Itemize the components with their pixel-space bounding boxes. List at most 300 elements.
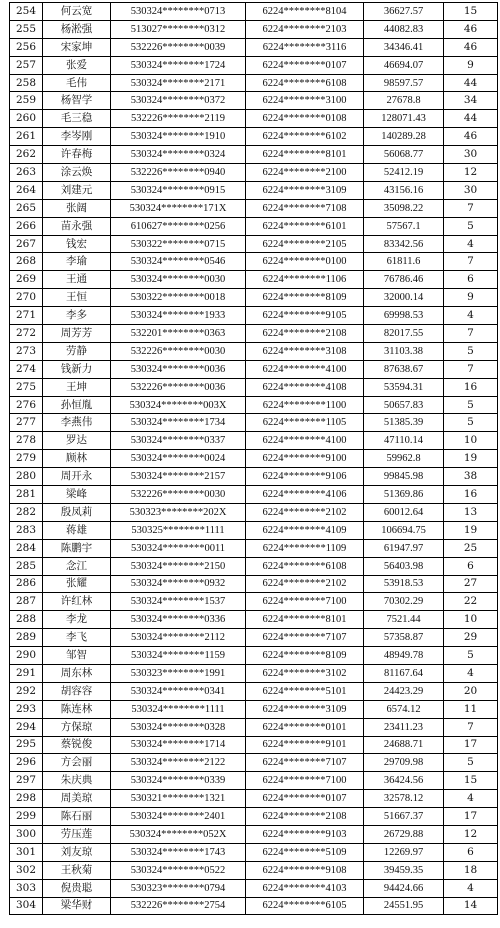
amount-cell: 82017.55 [364,325,444,343]
table-row [10,128,498,146]
id-number-cell: 530324********0030 [111,271,246,289]
amount-cell: 29709.98 [364,754,444,772]
amount-cell: 56403.98 [364,557,444,575]
table-row [10,647,498,665]
count-cell: 5 [444,754,498,772]
table-row [10,74,498,92]
row-number-cell: 304 [10,897,43,915]
bank-card-cell: 6224********0107 [246,790,364,808]
table-row [10,3,498,21]
table-row [10,396,498,414]
id-number-cell: 530324********052X [111,825,246,843]
name-cell: 涂云焕 [43,164,111,182]
name-cell: 王通 [43,271,111,289]
name-cell: 苗永强 [43,217,111,235]
bank-card-cell: 6224********1106 [246,271,364,289]
name-cell: 李多 [43,307,111,325]
bank-card-cell: 6224********4100 [246,432,364,450]
amount-cell: 50657.83 [364,396,444,414]
id-number-cell: 530324********2112 [111,629,246,647]
id-number-cell: 530324********1714 [111,736,246,754]
amount-cell: 69998.53 [364,307,444,325]
name-cell: 张阔 [43,199,111,217]
id-number-cell: 530324********0024 [111,450,246,468]
id-number-cell: 530322********0715 [111,235,246,253]
table-row [10,754,498,772]
amount-cell: 31103.38 [364,342,444,360]
id-number-cell: 513027********0312 [111,20,246,38]
count-cell: 10 [444,432,498,450]
count-cell: 17 [444,808,498,826]
id-number-cell: 530323********1991 [111,664,246,682]
id-number-cell: 530324********2157 [111,468,246,486]
id-number-cell: 530324********0328 [111,718,246,736]
amount-cell: 23411.23 [364,718,444,736]
bank-card-cell: 6224********8109 [246,289,364,307]
table-row [10,432,498,450]
row-number-cell: 295 [10,736,43,754]
row-number-cell: 296 [10,754,43,772]
count-cell: 6 [444,557,498,575]
count-cell: 34 [444,92,498,110]
id-number-cell: 530323********0794 [111,879,246,897]
bank-card-cell: 6224********6105 [246,897,364,915]
table-row [10,110,498,128]
name-cell: 周开永 [43,468,111,486]
id-number-cell: 530325********1111 [111,521,246,539]
name-cell: 李飞 [43,629,111,647]
table-row [10,897,498,915]
amount-cell: 61811.6 [364,253,444,271]
row-number-cell: 275 [10,378,43,396]
amount-cell: 36424.56 [364,772,444,790]
name-cell: 宋家坤 [43,38,111,56]
table-row [10,700,498,718]
amount-cell: 44082.83 [364,20,444,38]
id-number-cell: 530324********0915 [111,181,246,199]
bank-card-cell: 6224********8109 [246,647,364,665]
count-cell: 29 [444,629,498,647]
bank-card-cell: 6224********8104 [246,3,364,21]
bank-card-cell: 6224********3102 [246,664,364,682]
count-cell: 5 [444,396,498,414]
id-number-cell: 530324********0713 [111,3,246,21]
row-number-cell: 264 [10,181,43,199]
row-number-cell: 257 [10,56,43,74]
bank-card-cell: 6224********6108 [246,557,364,575]
bank-card-cell: 6224********9108 [246,861,364,879]
count-cell: 5 [444,342,498,360]
table-row [10,843,498,861]
count-cell: 25 [444,539,498,557]
table-row [10,664,498,682]
count-cell: 4 [444,307,498,325]
row-number-cell: 271 [10,307,43,325]
row-number-cell: 269 [10,271,43,289]
count-cell: 6 [444,843,498,861]
table-row [10,342,498,360]
name-cell: 李岑刚 [43,128,111,146]
row-number-cell: 260 [10,110,43,128]
name-cell: 顾林 [43,450,111,468]
amount-cell: 48949.78 [364,647,444,665]
name-cell: 张爱 [43,56,111,74]
name-cell: 李瑜 [43,253,111,271]
id-number-cell: 530324********0337 [111,432,246,450]
row-number-cell: 261 [10,128,43,146]
row-number-cell: 287 [10,593,43,611]
id-number-cell: 530324********1743 [111,843,246,861]
row-number-cell: 278 [10,432,43,450]
row-number-cell: 294 [10,718,43,736]
count-cell: 38 [444,468,498,486]
id-number-cell: 530324********1933 [111,307,246,325]
row-number-cell: 273 [10,342,43,360]
amount-cell: 47110.14 [364,432,444,450]
name-cell: 许红林 [43,593,111,611]
name-cell: 胡容容 [43,682,111,700]
bank-card-cell: 6224********7100 [246,593,364,611]
bank-card-cell: 6224********2102 [246,575,364,593]
amount-cell: 43156.16 [364,181,444,199]
count-cell: 18 [444,861,498,879]
row-number-cell: 293 [10,700,43,718]
name-cell: 罗达 [43,432,111,450]
count-cell: 4 [444,235,498,253]
table-row [10,539,498,557]
bank-card-cell: 6224********2103 [246,20,364,38]
amount-cell: 128071.43 [364,110,444,128]
id-number-cell: 530324********0932 [111,575,246,593]
row-number-cell: 290 [10,647,43,665]
id-number-cell: 532226********2754 [111,897,246,915]
id-number-cell: 530324********0324 [111,146,246,164]
amount-cell: 39459.35 [364,861,444,879]
bank-card-cell: 6224********4108 [246,378,364,396]
amount-cell: 70302.29 [364,593,444,611]
row-number-cell: 254 [10,3,43,21]
id-number-cell: 532201********0363 [111,325,246,343]
id-number-cell: 530324********0372 [111,92,246,110]
row-number-cell: 286 [10,575,43,593]
bank-card-cell: 6224********5109 [246,843,364,861]
row-number-cell: 259 [10,92,43,110]
row-number-cell: 276 [10,396,43,414]
count-cell: 30 [444,181,498,199]
count-cell: 7 [444,325,498,343]
table-row [10,325,498,343]
count-cell: 7 [444,718,498,736]
table-row [10,825,498,843]
bank-card-cell: 6224********2105 [246,235,364,253]
id-number-cell: 530324********1734 [111,414,246,432]
amount-cell: 6574.12 [364,700,444,718]
bank-card-cell: 6224********7107 [246,754,364,772]
row-number-cell: 292 [10,682,43,700]
amount-cell: 24423.29 [364,682,444,700]
table-row [10,521,498,539]
name-cell: 孙恒胤 [43,396,111,414]
amount-cell: 51667.37 [364,808,444,826]
bank-card-cell: 6224********2108 [246,808,364,826]
row-number-cell: 284 [10,539,43,557]
name-cell: 方会丽 [43,754,111,772]
table-row [10,468,498,486]
count-cell: 7 [444,360,498,378]
id-number-cell: 530324********2150 [111,557,246,575]
table-row [10,575,498,593]
table-row [10,486,498,504]
table-row [10,772,498,790]
id-number-cell: 530324********171X [111,199,246,217]
row-number-cell: 268 [10,253,43,271]
id-number-cell: 530324********0036 [111,360,246,378]
row-number-cell: 262 [10,146,43,164]
name-cell: 李龙 [43,611,111,629]
amount-cell: 87638.67 [364,360,444,378]
name-cell: 劳压莲 [43,825,111,843]
count-cell: 46 [444,128,498,146]
amount-cell: 76786.46 [364,271,444,289]
table-row [10,56,498,74]
table-row [10,861,498,879]
name-cell: 王秋菊 [43,861,111,879]
name-cell: 张耀 [43,575,111,593]
bank-card-cell: 6224********3100 [246,92,364,110]
bank-card-cell: 6224********2102 [246,503,364,521]
count-cell: 10 [444,611,498,629]
row-number-cell: 265 [10,199,43,217]
name-cell: 蔡锐俊 [43,736,111,754]
count-cell: 20 [444,682,498,700]
amount-cell: 24688.71 [364,736,444,754]
bank-card-cell: 6224********0101 [246,718,364,736]
name-cell: 刘建元 [43,181,111,199]
row-number-cell: 255 [10,20,43,38]
count-cell: 14 [444,897,498,915]
amount-cell: 99845.98 [364,468,444,486]
bank-card-cell: 6224********2100 [246,164,364,182]
row-number-cell: 279 [10,450,43,468]
table-row [10,20,498,38]
name-cell: 倪贵聪 [43,879,111,897]
count-cell: 44 [444,110,498,128]
bank-card-cell: 6224********4103 [246,879,364,897]
name-cell: 王坤 [43,378,111,396]
id-number-cell: 530321********1321 [111,790,246,808]
count-cell: 11 [444,700,498,718]
count-cell: 19 [444,521,498,539]
count-cell: 13 [444,503,498,521]
bank-card-cell: 6224********6101 [246,217,364,235]
count-cell: 7 [444,199,498,217]
amount-cell: 56068.77 [364,146,444,164]
row-number-cell: 272 [10,325,43,343]
row-number-cell: 274 [10,360,43,378]
name-cell: 殷凤莉 [43,503,111,521]
name-cell: 何云宽 [43,3,111,21]
amount-cell: 35098.22 [364,199,444,217]
amount-cell: 53918.53 [364,575,444,593]
amount-cell: 46694.07 [364,56,444,74]
id-number-cell: 532226********0030 [111,486,246,504]
row-number-cell: 288 [10,611,43,629]
id-number-cell: 530324********0341 [111,682,246,700]
name-cell: 方保琼 [43,718,111,736]
name-cell: 邹智 [43,647,111,665]
id-number-cell: 530323********202X [111,503,246,521]
row-number-cell: 297 [10,772,43,790]
bank-card-cell: 6224********8101 [246,146,364,164]
name-cell: 刘友琼 [43,843,111,861]
amount-cell: 52412.19 [364,164,444,182]
count-cell: 6 [444,271,498,289]
name-cell: 梁华财 [43,897,111,915]
bank-card-cell: 6224********7108 [246,199,364,217]
count-cell: 16 [444,378,498,396]
table-row [10,360,498,378]
table-row [10,181,498,199]
bank-card-cell: 6224********5101 [246,682,364,700]
count-cell: 16 [444,486,498,504]
name-cell: 蒋雄 [43,521,111,539]
row-number-cell: 291 [10,664,43,682]
bank-card-cell: 6224********4106 [246,486,364,504]
amount-cell: 51369.86 [364,486,444,504]
id-number-cell: 530324********0546 [111,253,246,271]
table-row [10,164,498,182]
amount-cell: 57358.87 [364,629,444,647]
bank-card-cell: 6224********9103 [246,825,364,843]
row-number-cell: 289 [10,629,43,647]
table-row [10,92,498,110]
table-row [10,611,498,629]
table-row [10,235,498,253]
id-number-cell: 532226********0036 [111,378,246,396]
name-cell: 钱宏 [43,235,111,253]
table-row [10,378,498,396]
row-number-cell: 302 [10,861,43,879]
count-cell: 46 [444,20,498,38]
bank-card-cell: 6224********0107 [246,56,364,74]
row-number-cell: 283 [10,521,43,539]
amount-cell: 32000.14 [364,289,444,307]
id-number-cell: 530324********0011 [111,539,246,557]
bank-card-cell: 6224********8101 [246,611,364,629]
count-cell: 15 [444,772,498,790]
row-number-cell: 263 [10,164,43,182]
table-row [10,289,498,307]
name-cell: 周东林 [43,664,111,682]
amount-cell: 61947.97 [364,539,444,557]
amount-cell: 26729.88 [364,825,444,843]
bank-card-cell: 6224********3109 [246,700,364,718]
bank-card-cell: 6224********4100 [246,360,364,378]
name-cell: 许春梅 [43,146,111,164]
table-row [10,879,498,897]
id-number-cell: 530324********1537 [111,593,246,611]
amount-cell: 51385.39 [364,414,444,432]
id-number-cell: 530324********1910 [111,128,246,146]
amount-cell: 60012.64 [364,503,444,521]
id-number-cell: 532226********0039 [111,38,246,56]
amount-cell: 32578.12 [364,790,444,808]
id-number-cell: 530324********2401 [111,808,246,826]
name-cell: 李燕伟 [43,414,111,432]
row-number-cell: 267 [10,235,43,253]
row-number-cell: 277 [10,414,43,432]
row-number-cell: 281 [10,486,43,504]
row-number-cell: 298 [10,790,43,808]
name-cell: 周美琼 [43,790,111,808]
bank-card-cell: 6224********0108 [246,110,364,128]
count-cell: 30 [444,146,498,164]
amount-cell: 94424.66 [364,879,444,897]
count-cell: 12 [444,825,498,843]
count-cell: 5 [444,414,498,432]
table-row [10,682,498,700]
amount-cell: 24551.95 [364,897,444,915]
count-cell: 27 [444,575,498,593]
amount-cell: 27678.8 [364,92,444,110]
table-row [10,271,498,289]
data-table [9,2,498,915]
amount-cell: 34346.41 [364,38,444,56]
count-cell: 15 [444,3,498,21]
id-number-cell: 532226********0940 [111,164,246,182]
count-cell: 9 [444,289,498,307]
row-number-cell: 282 [10,503,43,521]
amount-cell: 7521.44 [364,611,444,629]
table-row [10,557,498,575]
bank-card-cell: 6224********0100 [246,253,364,271]
name-cell: 毛三稳 [43,110,111,128]
table-row [10,629,498,647]
row-number-cell: 266 [10,217,43,235]
row-number-cell: 299 [10,808,43,826]
id-number-cell: 530324********1159 [111,647,246,665]
name-cell: 周芳芳 [43,325,111,343]
id-number-cell: 530324********0339 [111,772,246,790]
id-number-cell: 610627********0256 [111,217,246,235]
bank-card-cell: 6224********2108 [246,325,364,343]
count-cell: 12 [444,164,498,182]
amount-cell: 59962.8 [364,450,444,468]
count-cell: 9 [444,56,498,74]
table-row [10,307,498,325]
count-cell: 5 [444,217,498,235]
name-cell: 朱庆典 [43,772,111,790]
count-cell: 4 [444,879,498,897]
id-number-cell: 530324********0336 [111,611,246,629]
name-cell: 杨淞强 [43,20,111,38]
row-number-cell: 301 [10,843,43,861]
amount-cell: 106694.75 [364,521,444,539]
bank-card-cell: 6224********4109 [246,521,364,539]
count-cell: 44 [444,74,498,92]
id-number-cell: 530324********003X [111,396,246,414]
table-row [10,146,498,164]
id-number-cell: 530324********2171 [111,74,246,92]
name-cell: 梁峰 [43,486,111,504]
name-cell: 王恒 [43,289,111,307]
bank-card-cell: 6224********7100 [246,772,364,790]
name-cell: 陈连林 [43,700,111,718]
count-cell: 7 [444,253,498,271]
count-cell: 5 [444,647,498,665]
bank-card-cell: 6224********6108 [246,74,364,92]
bank-card-cell: 6224********9100 [246,450,364,468]
